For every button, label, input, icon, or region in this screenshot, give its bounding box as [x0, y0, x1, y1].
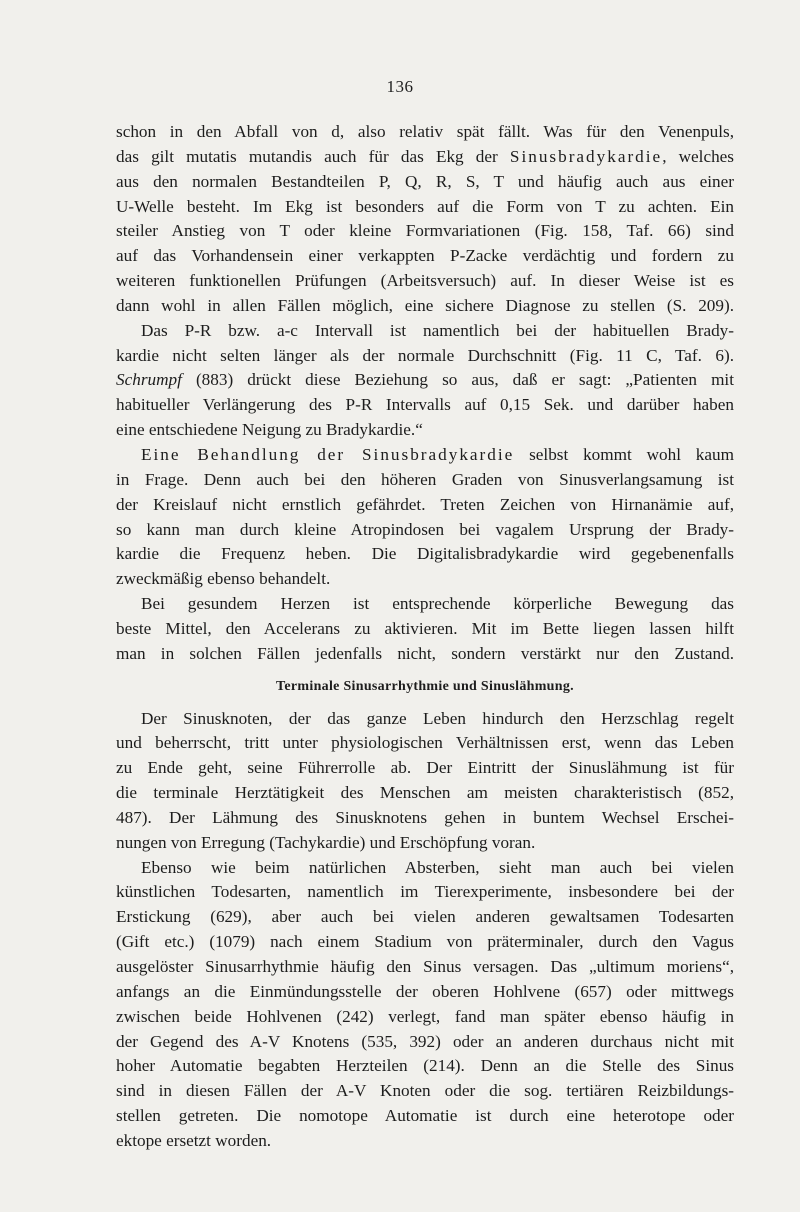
text-line: ektope ersetzt worden. [116, 1130, 272, 1150]
text-line: der Gegend des A-V Knotens (535, 392) oder an anderen durchaus nicht mit [116, 1031, 734, 1051]
text-line: Ebenso wie beim natürlichen Absterben, sieht man auch bei vielen [141, 857, 734, 877]
text-line: auf das Vorhandensein einer verkappten P-Zacke verdächtig und fordern zu [116, 246, 734, 266]
text-line: Erstickung (629), aber auch bei vielen anderen gewaltsamen Todesarten [116, 907, 734, 927]
text-line: Bei gesundem Herzen ist entsprechende körperliche Bewegung das [141, 594, 734, 614]
text-line: beste Mittel, den Accelerans zu aktivieren. Mit im Bette liegen lassen hilft [116, 618, 734, 638]
text-line: kardie nicht selten länger als der normale Durchschnitt (Fig. 11 C, Taf. 6). [116, 345, 734, 365]
text-line: man in solchen Fällen jedenfalls nicht, sondern verstärkt nur den Zustand. [116, 643, 734, 663]
text-line: U-Welle besteht. Im Ekg ist besonders auf die Form von T zu achten. Ein [116, 196, 734, 216]
spaced-term: Sinusbradykardie [509, 146, 663, 166]
text-line: und beherrscht, tritt unter physiologischen Verhältnissen erst, wenn das Leben [116, 733, 734, 753]
text-line: schon in den Abfall von d, also relativ spät fällt. Was für den Venenpuls, [116, 122, 734, 141]
text-line [116, 443, 734, 468]
text-run: , welches [662, 146, 734, 166]
text-line: hoher Automatie begabten Herzteilen (214). Denn an die Stelle des Sinus [116, 1056, 734, 1076]
paragraph [116, 319, 734, 443]
text-line: künstlichen Todesarten, namentlich im Tierexperimente, insbesondere bei der [116, 882, 734, 902]
text-line: aus den normalen Bestandteilen P, Q, R, S, T und häufig auch aus einer [116, 171, 734, 191]
text-line: steiler Anstieg von T oder kleine Formvariationen (Fig. 158, Taf. 66) sind [116, 221, 734, 241]
body-text [116, 120, 734, 1154]
text-line: weiteren funktionellen Prüfungen (Arbeitsversuch) auf. In dieser Weise ist es [116, 271, 734, 291]
author-name: Schrumpf [116, 370, 182, 390]
text-line: kardie die Frequenz heben. Die Digitalisbradykardie wird gegebenenfalls [116, 544, 734, 564]
text-line [116, 368, 734, 393]
text-line: sind in diesen Fällen der A-V Knoten oder die sog. tertiären Reizbildungs- [116, 1081, 734, 1101]
text-line: habitueller Verlängerung des P-R Intervalls auf 0,15 Sek. und darüber haben [116, 395, 734, 415]
text-line: nungen von Erregung (Tachykardie) und Erschöpfung voran. [116, 832, 536, 852]
text-run: selbst kommt wohl kaum [514, 444, 734, 464]
text-line: so kann man durch kleine Atropindosen bei vagalem Ursprung der Brady- [116, 519, 734, 539]
text-line: eine entschiedene Neigung zu Bradykardie.“ [116, 420, 423, 440]
text-line: 487). Der Lähmung des Sinusknotens gehen in buntem Wechsel Erschei- [116, 807, 734, 827]
paragraph [116, 592, 734, 667]
text-line: stellen getreten. Die nomotope Automatie ist durch eine heterotope oder [116, 1106, 734, 1126]
paragraph [116, 120, 734, 319]
text-line: Der Sinusknoten, der das ganze Leben hindurch den Herzschlag regelt [141, 708, 734, 728]
text-line: dann wohl in allen Fällen möglich, eine sichere Diagnose zu stellen (S. 209). [116, 295, 734, 315]
text-line [116, 145, 734, 170]
text-line: Das P-R bzw. a-c Intervall ist namentlich bei der habituellen Brady- [141, 320, 734, 340]
text-line: ausgelöster Sinusarrhythmie häufig den Sinus versagen. Das „ultimum moriens“, [116, 957, 734, 976]
text-line: zwischen beide Hohlvenen (242) verlegt, fand man später ebenso häufig in [116, 1006, 734, 1026]
text-line: in Frage. Denn auch bei den höheren Graden von Sinusverlangsamung ist [116, 469, 734, 489]
text-line: zu Ende geht, seine Führerrolle ab. Der Eintritt der Sinuslähmung ist für [116, 758, 734, 778]
paragraph [116, 707, 734, 856]
spaced-term: Eine Behandlung der Sinusbradykardie [141, 444, 515, 464]
text-line: die terminale Herztätigkeit des Menschen am meisten charakteristisch (852, [116, 783, 734, 803]
text-run: (883) drückt diese Beziehung so aus, daß er sagt: „Patienten mit [181, 370, 734, 390]
section-heading: Terminale Sinusarrhythmie und Sinuslähmung. [276, 678, 574, 694]
paragraph [116, 856, 734, 1154]
text-run: das gilt mutatis mutandis auch für das Ekg der [116, 146, 510, 166]
text-line: (Gift etc.) (1079) nach einem Stadium von präterminaler, durch den Vagus [116, 932, 734, 952]
text-line: der Kreislauf nicht ernstlich gefährdet. Treten Zeichen von Hirnanämie auf, [116, 494, 734, 514]
text-line: anfangs an die Einmündungsstelle der oberen Hohlvene (657) oder mittwegs [116, 981, 734, 1001]
page-number: 136 [386, 77, 414, 96]
paragraph [116, 443, 734, 592]
text-line: zweckmäßig ebenso behandelt. [116, 569, 331, 589]
